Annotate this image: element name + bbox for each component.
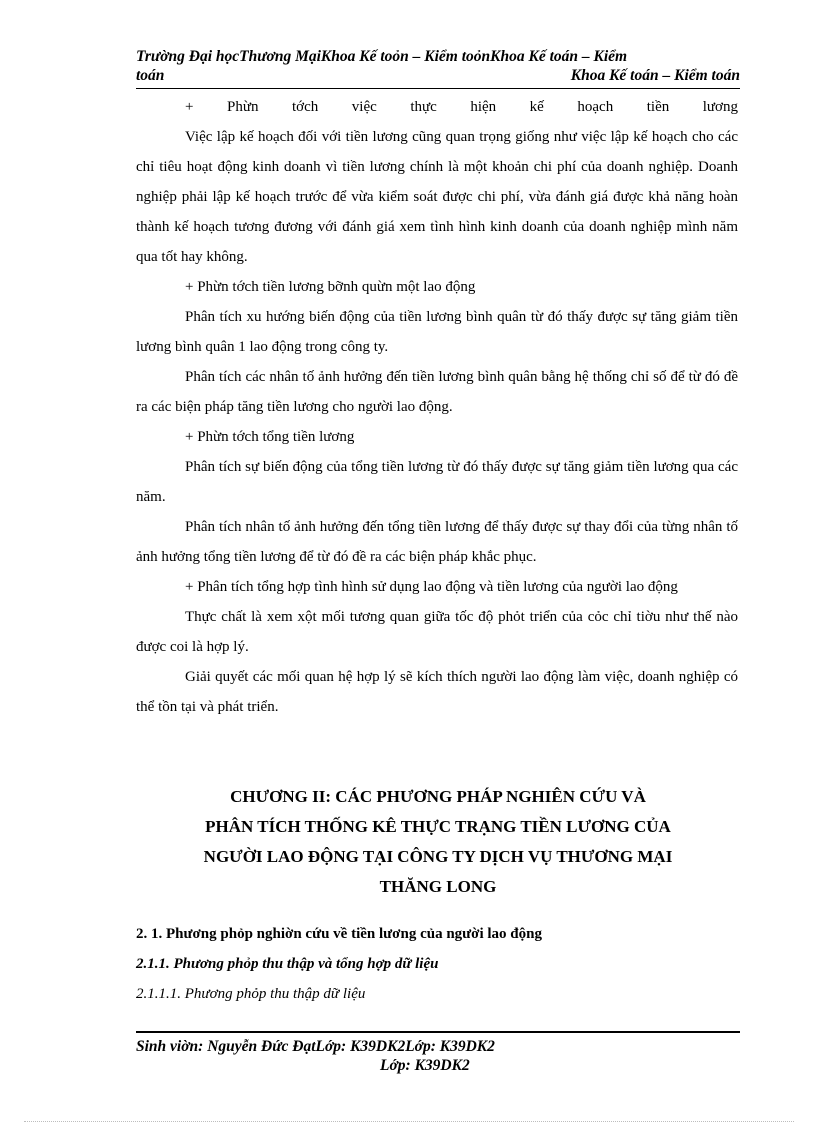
paragraph: + Phừn tớch tổng tiền lương [185, 429, 355, 445]
footer-rule [136, 1031, 740, 1033]
chapter-title-line: CHƯƠNG II: CÁC PHƯƠNG PHÁP NGHIÊN CỨU VÀ [230, 787, 646, 806]
header-line-2-right: Khoa Kế toán – Kiểm toán [570, 67, 740, 84]
chapter-title-line: THĂNG LONG [379, 877, 497, 896]
chapter-title-line: NGƯỜI LAO ĐỘNG TẠI CÔNG TY DỊCH VỤ THƯƠNG MẠI [203, 847, 673, 866]
paragraph: Phân tích các nhân tố ảnh hưởng đến tiền lương bình quân bằng hệ thống chỉ số để từ đó đề ra các biện pháp tăng tiền lương cho người lao động. [136, 369, 738, 415]
page-header [136, 47, 740, 85]
paragraph: Phân tích xu hướng biến động của tiền lương bình quân từ đó thấy được sự tăng giảm tiền lương bình quân 1 lao động trong công ty. [136, 309, 738, 355]
paragraph: Phân tích nhân tố ảnh hưởng đến tổng tiền lương để thấy được sự thay đổi của từng nhân tố ảnh hưởng tổng tiền lương để từ đó đề ra các biện pháp khắc phục. [136, 519, 738, 565]
header-line-2-left: toán [136, 67, 165, 84]
paragraph: Giải quyết các mối quan hệ hợp lý sẽ kích thích người lao động làm việc, doanh nghiệp có thể tồn tại và phát triển. [136, 669, 738, 715]
footer-line-1: Sinh viờn: Nguyễn Đức ĐạtLớp: K39DK2Lớp: K39DK2 [136, 1038, 495, 1055]
page-break-line [24, 1121, 794, 1122]
page-footer [136, 1037, 740, 1075]
paragraph: Phân tích sự biến động của tổng tiền lương từ đó thấy được sự tăng giảm tiền lương qua các năm. [136, 459, 738, 505]
section-heading-2-1-1-1: 2.1.1.1. Phương phỏp thu thập dữ liệu [136, 986, 366, 1002]
section-heading-2-1-1: 2.1.1. Phương phỏp thu thập và tổng hợp dữ liệu [136, 956, 439, 972]
section-headings [136, 919, 740, 1009]
header-rule [136, 88, 740, 89]
chapter-title [136, 782, 740, 902]
body-text [136, 92, 738, 722]
paragraph: + Phân tích tổng hợp tình hình sử dụng lao động và tiền lương của người lao động [185, 579, 678, 595]
footer-line-2: Lớp: K39DK2 [380, 1057, 470, 1074]
paragraph: Việc lập kế hoạch đối với tiền lương cũng quan trọng giống như việc lập kế hoạch cho các chỉ tiêu hoạt động kinh doanh vì tiền lương chính là một khoản chi phí của doanh nghiệp. Doanh nghiệp phải lập kế hoạch trước để vừa kiểm soát được chi phí, vừa đánh giá được khả năng hoàn thành kế hoạch tương đương với đánh giá xem tình hình kinh doanh của doanh nghiệp mình năm qua tốt hay không. [136, 129, 738, 265]
paragraph: Thực chất là xem xột mối tương quan giữa tốc độ phỏt triển của cỏc chỉ tiờu như thế nào được coi là hợp lý. [136, 609, 738, 655]
chapter-title-line: PHÂN TÍCH THỐNG KÊ THỰC TRẠNG TIỀN LƯƠNG CỦA [205, 817, 671, 836]
header-line-2 [136, 66, 740, 85]
paragraph: + Phừn tớch việc thực hiện kế hoạch tiền lương [185, 99, 738, 115]
header-line-1: Trường Đại họcThương MạiKhoa Kế toỏn – Kiểm toỏnKhoa Kế toán – Kiểm [136, 48, 628, 65]
section-heading-2-1: 2. 1. Phương phỏp nghiờn cứu về tiền lương của người lao động [136, 926, 542, 942]
paragraph: + Phừn tớch tiền lương bỡnh quừn một lao động [185, 279, 476, 295]
